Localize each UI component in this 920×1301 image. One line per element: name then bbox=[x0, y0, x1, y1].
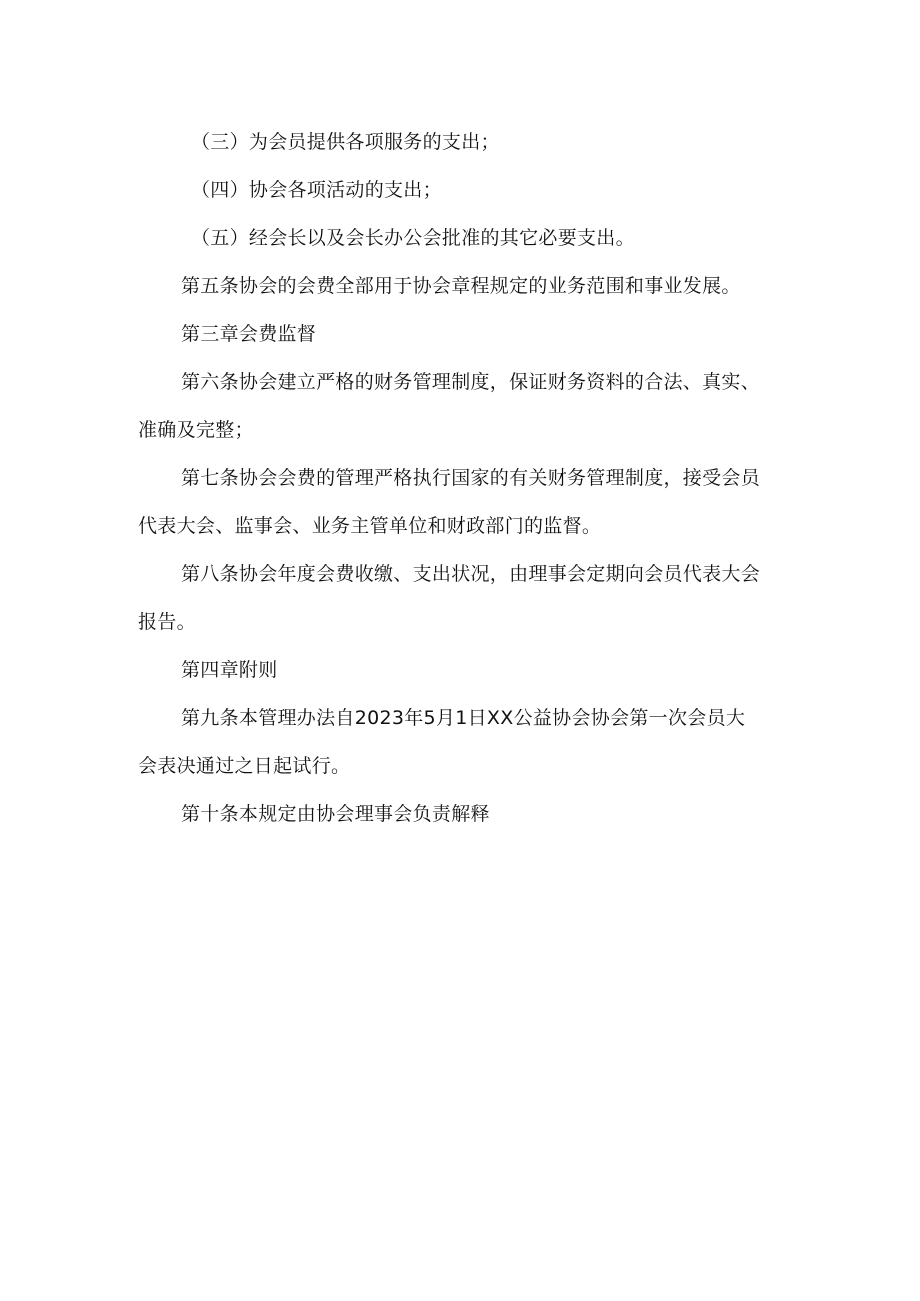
document-body bbox=[138, 118, 802, 838]
article-10: 第十条本规定由协会理事会负责解释 bbox=[181, 803, 490, 825]
chapter-3-heading: 第三章会费监督 bbox=[181, 323, 317, 345]
paragraph-item-4: （四）协会各项活动的支出； bbox=[191, 179, 442, 201]
article-6-line-1: 第六条协会建立严格的财务管理制度，保证财务资料的合法、真实、 bbox=[181, 371, 761, 393]
article-8-line-2: 报告。 bbox=[138, 611, 196, 633]
article-7-line-1: 第七条协会会费的管理严格执行国家的有关财务管理制度，接受会员 bbox=[181, 467, 761, 489]
article-9-line-2: 会表决通过之日起试行。 bbox=[138, 755, 351, 777]
paragraph-item-5: （五）经会长以及会长办公会批准的其它必要支出。 bbox=[191, 227, 635, 249]
article-9-line-1: 第九条本管理办法自2023年5月1日XX公益协会协会第一次会员大 bbox=[181, 707, 746, 729]
article-8-line-1: 第八条协会年度会费收缴、支出状况，由理事会定期向会员代表大会 bbox=[181, 563, 761, 585]
article-5: 第五条协会的会费全部用于协会章程规定的业务范围和事业发展。 bbox=[181, 275, 741, 297]
paragraph-item-3: （三）为会员提供各项服务的支出； bbox=[191, 131, 500, 153]
article-6-line-2: 准确及完整； bbox=[138, 419, 254, 441]
chapter-4-heading: 第四章附则 bbox=[181, 659, 278, 681]
article-7-line-2: 代表大会、监事会、业务主管单位和财政部门的监督。 bbox=[138, 515, 602, 537]
